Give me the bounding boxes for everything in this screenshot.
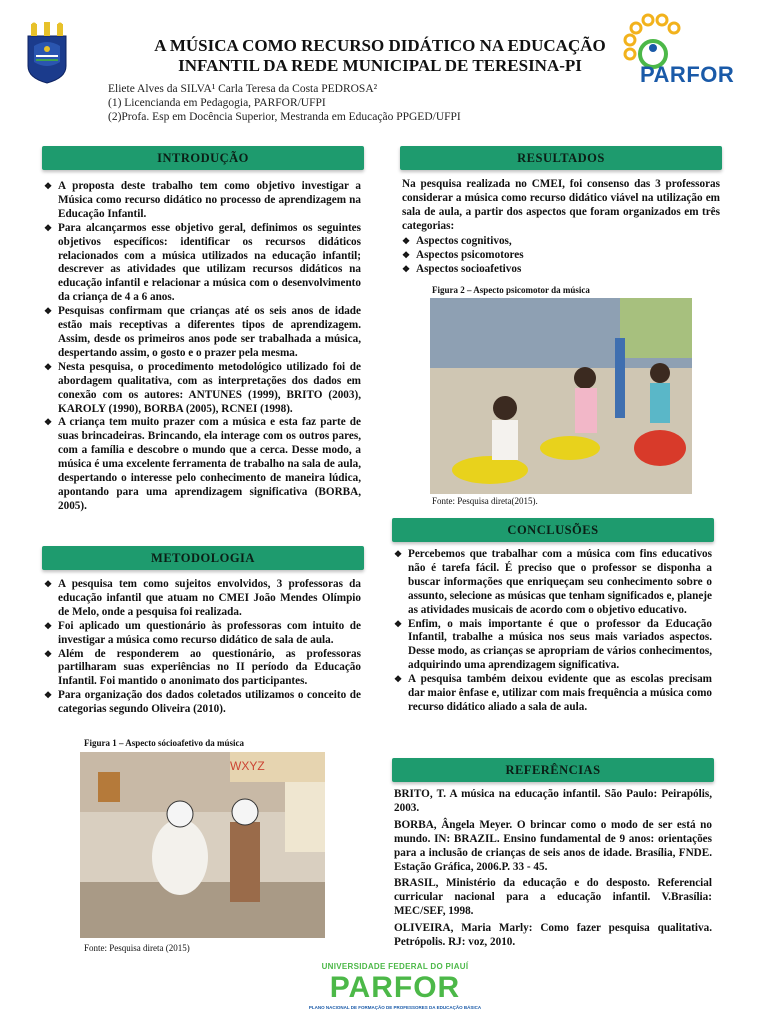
reference-item: BORBA, Ângela Meyer. O brincar como o modo de ser está no mundo. IN: BRAZIL. Ensino fundamental de 9 anos: orientações para a inclusão de crianças de seis anos de idade. Brasília, FNDE. Estação Gráfica, 2006.P. 33 - 45. [394, 818, 712, 873]
title-line-1: A MÚSICA COMO RECURSO DIDÁTICO NA EDUCAÇÃO [154, 36, 606, 55]
figure-2-source: Fonte: Pesquisa direta(2015). [432, 496, 538, 506]
referencias-list [394, 788, 712, 953]
bottom-parfor-text: PARFOR [329, 971, 461, 1004]
conclusoes-list [394, 548, 712, 715]
conclusoes-item: ❖ Enfim, o mais importante é que o professor da Educação Infantil, trabalhe a música nos seus mais variados aspectos. Desse modo, as crianças se apropriam de vários conhecimentos, adquirindo uma aprendizagem significativa. [394, 618, 712, 674]
bottom-university-text: UNIVERSIDADE FEDERAL DO PIAUÍ [321, 962, 469, 971]
reference-item: BRITO, T. A música na educação infantil. São Paulo: Peirapólis, 2003. [394, 788, 712, 814]
authors-block [108, 82, 668, 124]
affiliation-1: (1) Licencianda em Pedagogia, PARFOR/UFPI [108, 97, 326, 109]
reference-item: BRASIL, Ministério da educação e do desposto. Referencial curricular nacional para a educação infantil. V.Brasília: MEC/SEF, 1998. [394, 877, 712, 918]
metodologia-item: ❖ Para organização dos dados coletados utilizamos o conceito de categorias segundo Oliveira (2010). [44, 689, 361, 717]
parfor-logo-text: PARFOR [640, 62, 735, 87]
introducao-item: ❖ A proposta deste trabalho tem como objetivo investigar a Música como recurso didático no processo de aprendizagem na Educação Infantil. [44, 180, 361, 222]
bottom-parfor-subtitle: PLANO NACIONAL DE FORMAÇÃO DE PROFESSORES DA EDUCAÇÃO BÁSICA [308, 1005, 482, 1010]
metodologia-item: ❖ Foi aplicado um questionário às professoras com intuito de investigar a música como recurso didático de sala de aula. [44, 620, 361, 648]
section-header-metodologia: METODOLOGIA [42, 546, 364, 570]
figure-1-photo [80, 752, 325, 938]
figure-2-photo [430, 298, 692, 494]
title-line-2: INFANTIL DA REDE MUNICIPAL DE TERESINA-PI [178, 56, 582, 75]
parfor-logo [620, 10, 740, 98]
poster-title [110, 36, 650, 76]
metodologia-list [44, 578, 361, 717]
introducao-item: ❖ A criança tem muito prazer com a música e esta faz parte de suas brincadeiras. Brincando, ela interage com os outros pares, com a família e descobre o mundo que a cerca. Desse modo, a música é uma excelente ferramenta de trabalho na sala de aula, despertando o interesse pelo conhecimento de maneira lúdica, apontando para uma aprendizagem significativa (BORBA, 2005). [44, 416, 361, 513]
introducao-item: ❖ Pesquisas confirmam que crianças até os seis anos de idade estão mais receptivas a diferentes tipos de aprendizagem. Assim, desde os primeiros anos pode ser trabalhada a música, despertando assim, o gosto e o prazer pela mesma. [44, 305, 361, 361]
university-crest-logo [22, 22, 72, 84]
resultados-item: ❖ Aspectos cognitivos, [402, 235, 720, 249]
reference-item: OLIVEIRA, Maria Marly: Como fazer pesquisa qualitativa. Petrópolis. RJ: voz, 2010. [394, 922, 712, 949]
bottom-parfor-logo [300, 962, 490, 1018]
metodologia-item: ❖ Além de responderem ao questionário, as professoras partilharam suas experiências no II período da Educação Infantil. Foi mantido o anonimato dos participantes. [44, 648, 361, 690]
figure-1-caption: Figura 1 – Aspecto sócioafetivo da música [84, 738, 244, 748]
svg-text:WXYZ: WXYZ [230, 759, 265, 773]
section-header-conclusoes: CONCLUSÕES [392, 518, 714, 542]
resultados-item: ❖ Aspectos psicomotores [402, 249, 720, 263]
metodologia-item: ❖ A pesquisa tem como sujeitos envolvidos, 3 professoras da educação infantil que atuam no CMEI João Mendes Olímpio de Melo, onde a pesquisa foi realizada. [44, 578, 361, 620]
introducao-list [44, 180, 361, 514]
resultados-intro: Na pesquisa realizada no CMEI, foi consenso das 3 professoras considerar a música como recurso didático viável na utilização em sala de aula, a partir dos aspectos que foram organizados em três categorias: [402, 178, 720, 232]
conclusoes-item: ❖ A pesquisa também deixou evidente que as escolas precisam dar maior ênfase e, utilizar com mais frequência a música como recurso didático aliado a sala de aula. [394, 673, 712, 715]
introducao-item: ❖ Nesta pesquisa, o procedimento metodológico utilizado foi de abordagem qualitativa, com as interpretações dos dados em conexão com os autores: ANTUNES (1999), BRITO (2003), KAROLY (1990), BORBA (2005), RCNEI (1998). [44, 361, 361, 417]
resultados-list [402, 235, 720, 277]
section-header-resultados: RESULTADOS [400, 146, 722, 170]
conclusoes-item: ❖ Percebemos que trabalhar com a música com fins educativos não é tarefa fácil. É preciso que o professor se disponha a buscar informações que enriqueçam seu conhecimento sobre o assunto, selecione as músicas que tenham significados e, planeje as atividades musicais de acordo com o objetivo educativo. [394, 548, 712, 618]
section-header-referencias: REFERÊNCIAS [392, 758, 714, 782]
author-names: Eliete Alves da SILVA¹ Carla Teresa da Costa PEDROSA² [108, 83, 378, 95]
affiliation-2: (2)Profa. Esp em Docência Superior, Mestranda em Educação PPGED/UFPI [108, 111, 461, 123]
resultados-item: ❖ Aspectos socioafetivos [402, 263, 720, 277]
figure-2-caption: Figura 2 – Aspecto psicomotor da música [432, 285, 590, 295]
figure-1-source: Fonte: Pesquisa direta (2015) [84, 943, 190, 953]
section-header-introducao: INTRODUÇÃO [42, 146, 364, 170]
introducao-item: ❖ Para alcançarmos esse objetivo geral, definimos os seguintes objetivos específicos: identificar os recursos didáticos relacionados com a música utilizados na educação infantil; descrever as atividades que utilizam recursos didáticos na educação infantil e relacionar a música com o desenvolvimento da criança de 4 a 6 anos. [44, 222, 361, 305]
